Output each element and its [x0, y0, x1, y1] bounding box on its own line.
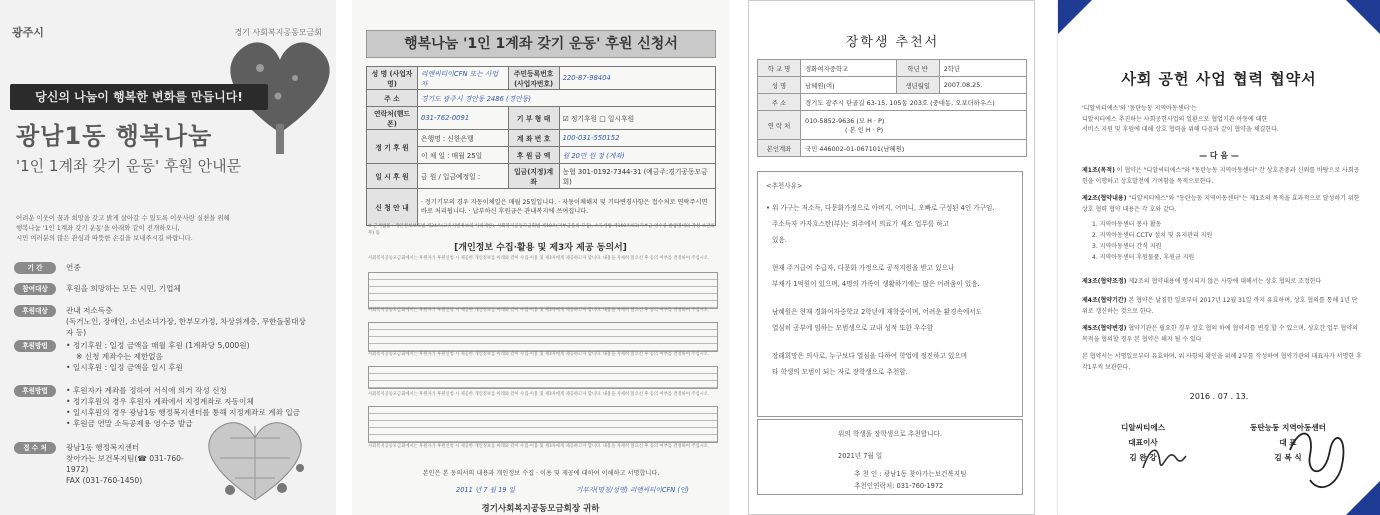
article-1: 제1조(목적) 이 협약은 "디알씨티에스"와 "동탄능동 지역아동센터" 간 상호존중과 신뢰를 바탕으로 사회공헌을 이행하고 상호발전에 기여함을 목적으로한다.	[1082, 167, 1360, 185]
consent-statement: 본인은 본 동의서의 내용과 개인정보 수집 · 이용 및 제공에 대하여 이해하고 서명합니다.	[422, 470, 660, 477]
slogan-banner: 당신의 나눔이 행복한 변화를 만듭니다!	[10, 84, 268, 110]
closing-text: 본 협약서는 서명일로부터 유효하며, 위 사항의 확인을 위해 2부를 작성하여 협약기관의 대표자가 서명한 후 각1부씩 보관한다.	[1082, 353, 1362, 371]
agreement-subtitle: — 다 음 —	[1199, 151, 1239, 160]
form-title: 행복나눔 '1인 1계좌 갖기 운동' 후원 신청서	[366, 30, 716, 58]
agreement-date: 2016 . 07 . 13.	[1189, 392, 1249, 401]
application-table	[366, 66, 716, 226]
recommendation-document	[748, 0, 1035, 515]
article-2-item: 4. 지역아동센터 후원물품, 후원금 지원	[1092, 254, 1195, 261]
table-row: 주 소 경기도 광주시 탄골길 63-15, 105동 203호 (중대동, 오포더하우스)	[758, 94, 1027, 111]
party-b: 동탄능동 지역아동센터 대 표 김 복 식	[1250, 423, 1326, 462]
recommendation-title: 장학생 추천서	[845, 35, 940, 50]
party-a: 디알씨티에스 대표이사 김 완 강	[1120, 423, 1165, 462]
table-row: 연락처(핸드폰) 031-762-0091 기 부 형 태 ☑ 정기후원 □ 일시후원	[367, 107, 716, 130]
privacy-fine-print: 사회복지공동모금회에서는 후원자가 후원신청 시 제공한 개인정보를 아래와 같이 수집·이용 및 제3자에게 제공하고자 합니다. 내용을 자세히 읽으신 후 동의 여부를 결정하여 주십시오.	[368, 256, 710, 261]
fund-logo: 경기 사회복지공동모금회	[234, 28, 322, 37]
signature-a	[1138, 438, 1188, 478]
corner-decoration	[1346, 0, 1380, 34]
article-5: 제5조(협약변경) 협약기관은 필요한 경우 상호 협의 하에 협약서를 변경 할 수 있으며, 상호간 업무 협약의 목적을 협의할 경우 본 협약은 해지 될 수 있다	[1082, 325, 1358, 343]
table-row: 이 체 일 : 매월 25일 후 원 금 액 월 20만 원 정 (계좌)	[367, 147, 716, 164]
table-row: 학 교 명 경화여자중학교 학년 반 2학년	[758, 60, 1027, 77]
article-2-item: 2. 지역아동센터 CCTV 설치 및 유지관리 지원	[1092, 232, 1213, 239]
legal-notes: ※ 근거법률 : 개인정보보호법 제24조(고유식별정보의 처리제한), 사회복지공동모금회법 제18조(기부금품의 모집), 소득세법 제160조의3(기부금 영수증 발급명세의 작성·보관의무) 등	[368, 224, 715, 236]
student-info-table	[757, 59, 1027, 157]
article-2: 제2조(협약내용) "디알씨티에스"와 "동탄능동 지역아동센터"는 제1조의 목적을 효과적으로 달성하기 위한 상호 협력 협약 내용은 각 호와 같다.	[1082, 195, 1360, 213]
application-form-document: 행복나눔 '1인 1계좌 갖기 운동' 후원 신청서 성 명 (사업자명) 리앤씨티이CFN 또는 사업자 주민등록번호 (사업자번호) 220-87-98404 주 소 경기도 광주시 경안동 2486 (경안동) 연락처(핸드폰) 031-762-0091 기 부 형 태 ☑ 정기후원 □ 일시후원 정 기 후 원 은행명 : 신한은행 계 좌 번 호 100-031-550152 이 체 일 : 매월 25일 후 원 금 액 월 20만 원 정 (계좌) 일 시 후 원 금 원 / 입금예정일 : 입금(지정)계좌 농협 301-0192-7344-31 (예금주:경기공동모금회) 신 청 안 내 · 정기기부의 경우 자동이체일은 매월 25일입니다. · 자동이체해지 및 기타변경사항은 접수처로 연락주시면 바로 처리됩니다. · 납부하신 후원금은 관내복지에 쓰여집니다. ※ 근거법률 : 개인정보보호법 제24조(고유식별정보의 처리제한), 사회복지공동모금회법 제18조(기부금품의 모집), 소득세법 제160조의3(기부금 영수증 발급명세의 작성·보관의무) 등 [개인정보 수집·활용 및 제3자 제공 동의서] 사회복지공동모금회에서는 후원자가 후원신청 시 제공한 개인정보를 아래와 같이 수집·이용 및 제3자에게 제공하고자 합니다. 내용을 자세히 읽으신 후 동의 여부를 결정하여 주십시오. 사회복지공동모금회에서는 후원자가 후원신청 시 제공한 개인정보를 아래와 같이 수집·이용 및 제3자에게 제공하고자 합니다. 내용을 자세히 읽으신 후 동의 여부를 결정하여 주십시오. 사회복지공동모금회에서는 후원자가 후원신청 시 제공한 개인정보를 아래와 같이 수집·이용 및 제3자에게 제공하고자 합니다. 내용을 자세히 읽으신 후 동의 여부를 결정하여 주십시오. 사회복지공동모금회에서는 후원자가 후원신청 시 제공한 개인정보를 아래와 같이 수집·이용 및 제3자에게 제공하고자 합니다. 내용을 자세히 읽으신 후 동의 여부를 결정하여 주십시오. 사회복지공동모금회에서는 후원자가 후원신청 시 제공한 개인정보를 아래와 같이 수집·이용 및 제3자에게 제공하고자 합니다. 내용을 자세히 읽으신 후 동의 여부를 결정하여 주십시오. 본인은 본 동의서의 내용과 개인정보 수집 · 이용 및 제공에 대하여 이해하고 서명합니다. 2011 년 7 월 19 일 기부자(명칭/성명) 리앤씨티이CFN (인) 경기사회복지공동모금회장 귀하	[352, 0, 729, 515]
article-4: 제4조(협약기간) 본 협약은 날짐한 일로부터 2017년 12월 31일 까지 유효하며, 상호 협의를 통해 1년 단위로 갱신하는 것으로 한다.	[1082, 297, 1358, 315]
table-row: 성 명 (사업자명) 리앤씨티이CFN 또는 사업자 주민등록번호 (사업자번호) 220-87-98404	[367, 67, 716, 90]
recommendation-reason-box: <추천사유> • 위 가구는 저소득, 다문화가정으로 아버지, 어머니, 오빠로 구성된 4인 가구임. 주소득자 카자흐스탄(부)는 외주에서 의료기 제조 업무를 하고 있음. 현재 주거급여 수급자, 다문화 가정으로 공적지원을 받고 있으나 부채가 1억원이 있으며, 4명의 가족이 생활하기에는 많은 어려움이 있음. 남혜원은 현재 경화여자중학교 2학년에 재학중이며, 어려운 환경속에서도 열심히 공부에 임하는 모범생으로 교내 성적 또한 우수함 장래희망은 의사로, 누구보다 열심을 다하여 학업에 정진하고 있으며 타 학생의 모범이 되는 자로 장학생으로 추천함.	[757, 171, 1023, 417]
puzzle-heart-illustration	[190, 408, 320, 508]
privacy-fine-print-3: 사회복지공동모금회에서는 후원자가 후원신청 시 제공한 개인정보를 아래와 같이 수집·이용 및 제3자에게 제공하고자 합니다. 내용을 자세히 읽으신 후 동의 여부를 결정하여 주십시오.	[368, 352, 710, 357]
article-2-item: 3. 지역아동센터 간식 지원	[1092, 243, 1162, 250]
article-3: 제3조(협약조정) 제2조의 협약내용에 명시되지 않은 사항에 대해서는 상호 협의로 조정한다	[1082, 278, 1322, 285]
privacy-fine-print-5: 사회복지공동모금회에서는 후원자가 후원신청 시 제공한 개인정보를 아래와 같이 수집·이용 및 제3자에게 제공하고자 합니다. 내용을 자세히 읽으신 후 동의 여부를 결정하여 주십시오.	[368, 444, 710, 449]
corner-decoration	[1058, 0, 1092, 34]
flyer-document: 광주시 경기 사회복지공동모금회 당신의 나눔이 행복한 변화를 만듭니다! 광남1동 행복나눔 '1인 1계좌 갖기 운동' 후원 안내문 어려운 이웃이 꿈과 희망을 갖고 밝게 살아갈 수 있도록 이웃사랑 실천을 위해 행복나눔 '1인 1계좌 갖기 운동'을 아래와 같이 전개하오니, 시민 여러분의 많은 관심과 따뜻한 손길을 보내주시길 바랍니다. 기 간 연중 참여대상 후원을 희망하는 모든 시민, 기업체 후원대상 관내 저소득층 (독거노인, 장애인, 소년소녀가장, 한부모가정, 차상위계층, 무한돌봄대상자 등) 후원방법 • 정기후원 : 일정 금액을 매월 후원 (1계좌당 5,000원) ※ 신청 계좌수는 제한없음 • 일시후원 : 일정 금액을 일시 후원 후원방법 • 후원자가 계좌를 정하여 서식에 의거 작성 신청 • 정기후원의 경우 후원자 계좌에서 지정계좌로 자동이체 • 일시후원의 경우 광남1동 행정복지센터를 통해 지정계좌로 계좌 입금 • 후원금 연말 소득공제용 영수증 발급 접 수 처 광남1동 행정복지센터 찾아가는 보건복지팀(☎ 031-760-1972) FAX (031-760-1450)	[0, 0, 336, 515]
agreement-title: 사회 공헌 사업 협력 협약서	[1121, 70, 1317, 88]
form-footer: 경기사회복지공동모금회장 귀하	[481, 504, 600, 514]
agreement-document	[1058, 0, 1380, 515]
flyer-intro: 어려운 이웃이 꿈과 희망을 갖고 밝게 살아갈 수 있도록 이웃사랑 실천을 위해 행복나눔 '1인 1계좌 갖기 운동'을 아래와 같이 전개하오니, 시민 여러분의 많은 관심과 따뜻한 손길을 보내주시길 바랍니다.	[16, 214, 230, 242]
article-2-item: 1. 지역아동센터 봉사 활동	[1092, 221, 1162, 228]
privacy-table-1	[368, 272, 718, 309]
agreement-intro: '디알씨티에스'와 '동탄능동 지역아동센터'는 디알씨티에스 추진하는 사회공헌사업의 일환으로 협업기관 아동에 대한 서비스 지원 및 후원에 대해 상호 협력을 위해 다음과 같이 협약을 체결한다.	[1082, 105, 1279, 133]
table-row: 신 청 안 내 · 정기기부의 경우 자동이체일은 매월 25일입니다. · 자동이체해지 및 기타변경사항은 접수처로 연락주시면 바로 처리됩니다. · 납부하신 후원금은 관내복지에 쓰여집니다.	[367, 189, 716, 226]
signature-b	[1280, 420, 1360, 500]
privacy-table-2	[368, 322, 718, 352]
table-row: 연 락 처 010-5852-9636 (모 H · P) ( 본 인 H · P)	[758, 111, 1027, 140]
privacy-fine-print-4: 사회복지공동모금회에서는 후원자가 후원신청 시 제공한 개인정보를 아래와 같이 수집·이용 및 제3자에게 제공하고자 합니다. 내용을 자세히 읽으신 후 동의 여부를 결정하여 주십시오.	[368, 392, 710, 397]
privacy-section-title: [개인정보 수집·활용 및 제3자 제공 동의서]	[454, 243, 627, 253]
privacy-fine-print-2: 사회복지공동모금회에서는 후원자가 후원신청 시 제공한 개인정보를 아래와 같이 수집·이용 및 제3자에게 제공하고자 합니다. 내용을 자세히 읽으신 후 동의 여부를 결정하여 주십시오.	[368, 308, 710, 313]
table-row: 성 명 남혜원(여) 생년월일 2007.08.25.	[758, 77, 1027, 94]
privacy-table-3	[368, 366, 718, 389]
table-row: 일 시 후 원 금 원 / 입금예정일 : 입금(지정)계좌 농협 301-0192-7344-31 (예금주:경기공동모금회)	[367, 164, 716, 189]
table-row: 주 소 경기도 광주시 경안동 2486 (경안동)	[367, 90, 716, 107]
flyer-subheadline: '1인 1계좌 갖기 운동' 후원 안내문	[16, 157, 242, 175]
flyer-headline: 광남1동 행복나눔	[16, 122, 213, 150]
table-row: 정 기 후 원 은행명 : 신한은행 계 좌 번 호 100-031-550152	[367, 130, 716, 147]
table-row: 본인계좌 국민 446002-01-067101(남혜원)	[758, 140, 1027, 157]
recommendation-footer: 위의 학생을 장학생으로 추천합니다. 2021년 7월 일 추 천 인 : 광남1동 찾아가는보건복지팀 추천인연락처: 031-760-1972	[757, 419, 1023, 495]
privacy-table-4	[368, 406, 718, 443]
city-logo: 광주시	[12, 26, 44, 39]
